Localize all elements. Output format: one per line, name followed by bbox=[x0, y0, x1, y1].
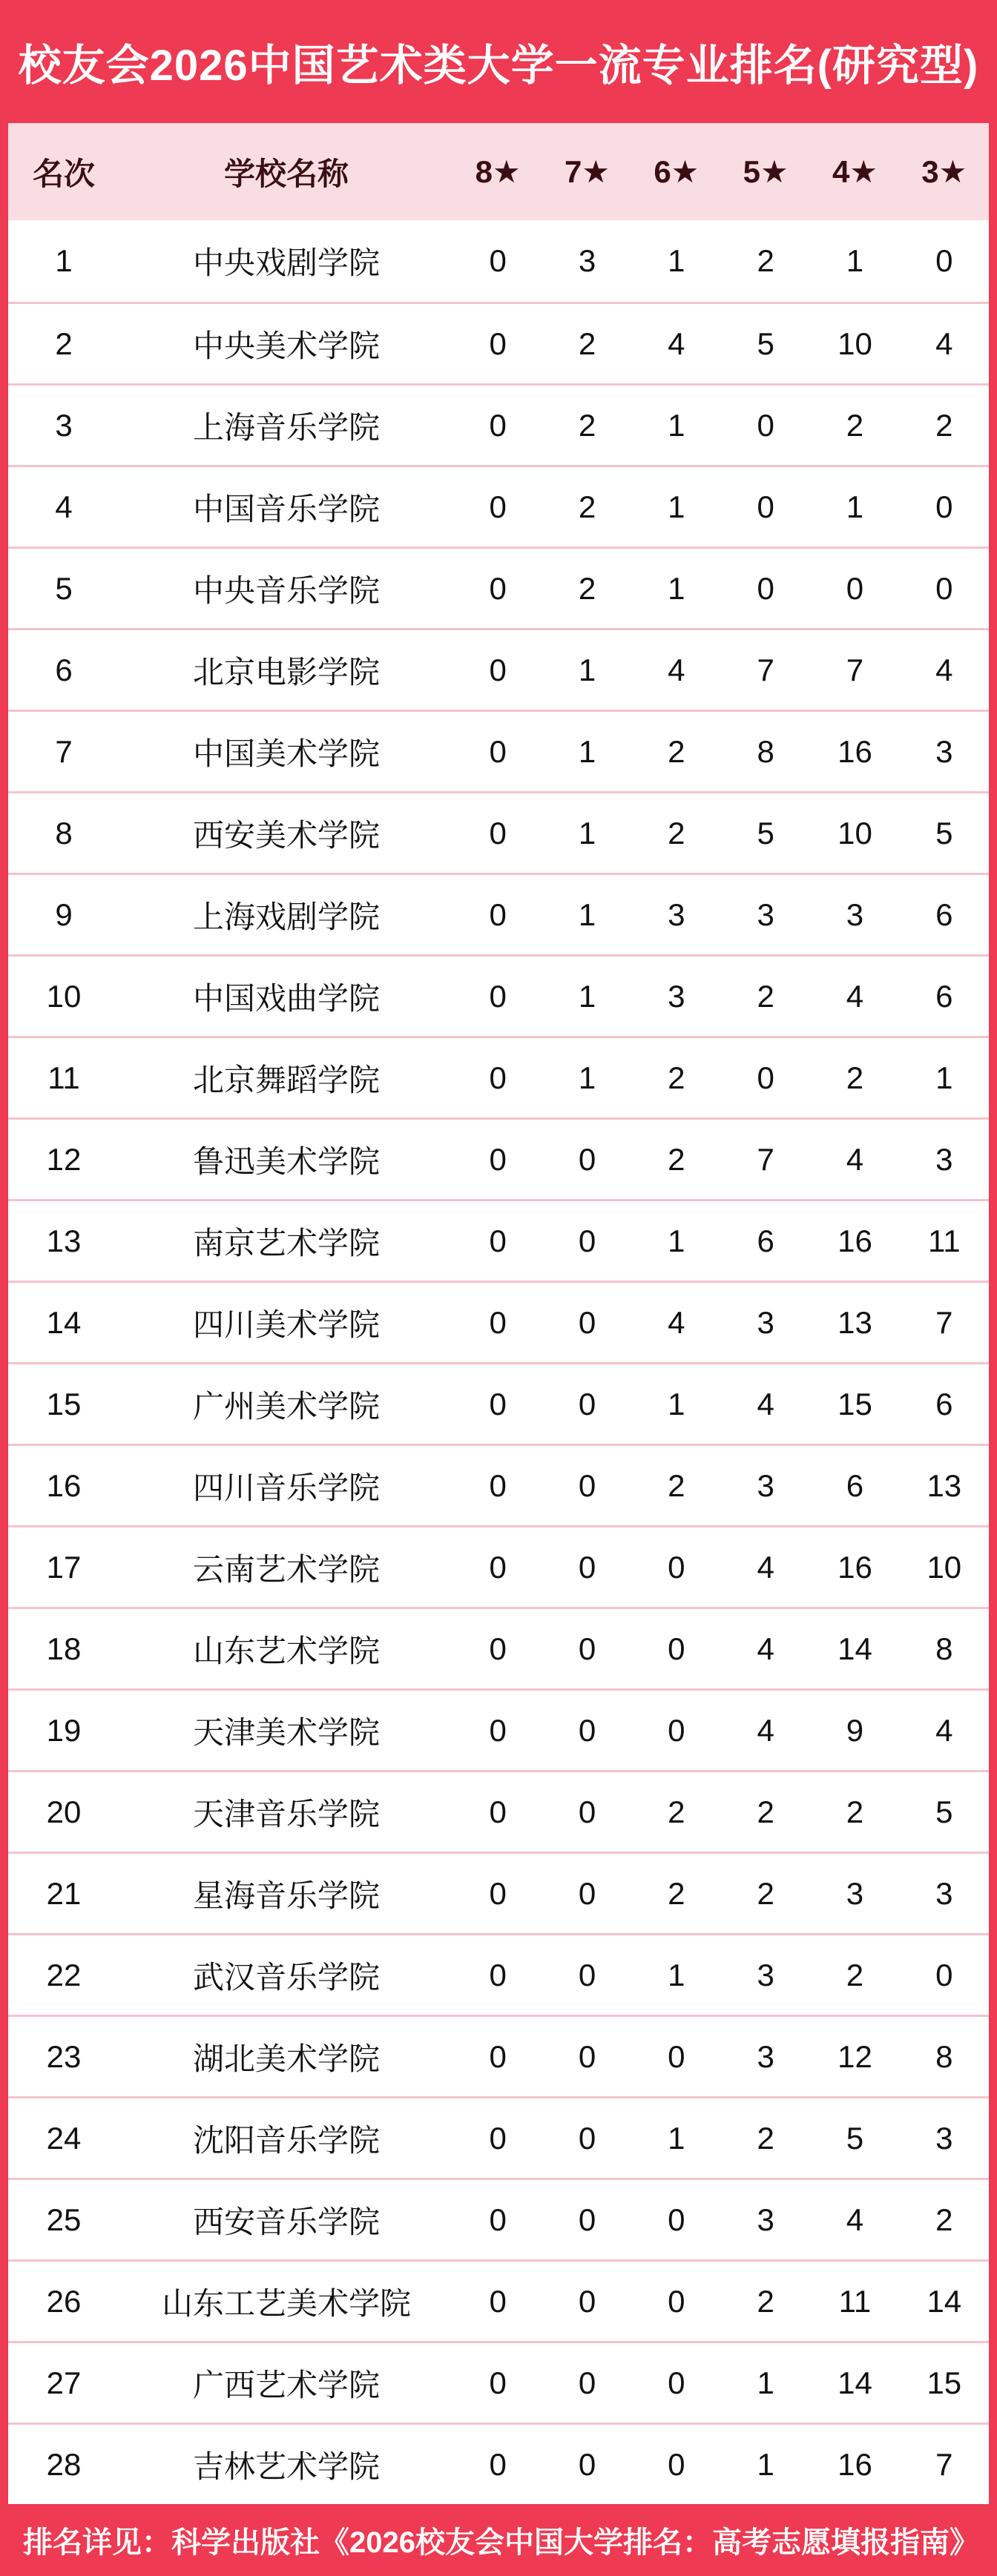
star-count-cell: 3 bbox=[935, 1141, 953, 1177]
star-count-cell: 6 bbox=[935, 1386, 953, 1421]
table-row bbox=[8, 1199, 989, 1281]
star-count-cell: 5 bbox=[935, 815, 953, 851]
school-cell: 沈阳音乐学院 bbox=[192, 2122, 380, 2158]
star-count-cell: 2 bbox=[757, 1875, 774, 1911]
star-count-cell: 0 bbox=[489, 978, 507, 1014]
star-count-cell: 6 bbox=[935, 896, 953, 932]
star-count-cell: 1 bbox=[578, 978, 596, 1014]
star-count-cell: 0 bbox=[935, 243, 953, 278]
star-count-cell: 3 bbox=[757, 896, 774, 932]
star-count-cell: 2 bbox=[668, 1875, 685, 1911]
star-count-cell: 0 bbox=[578, 1304, 596, 1340]
star-count-cell: 4 bbox=[846, 2202, 864, 2237]
star-count-cell: 1 bbox=[668, 1386, 685, 1421]
star-count-cell: 0 bbox=[578, 2446, 596, 2482]
school-cell: 四川美术学院 bbox=[192, 1307, 380, 1342]
star-count-cell: 0 bbox=[668, 2038, 685, 2074]
school-cell: 天津美术学院 bbox=[192, 1714, 380, 1750]
star-count-cell: 0 bbox=[489, 407, 507, 443]
star-count-cell: 0 bbox=[757, 570, 774, 606]
school-cell: 山东艺术学院 bbox=[192, 1633, 380, 1668]
star-count-cell: 2 bbox=[578, 570, 596, 606]
school-cell: 中央美术学院 bbox=[192, 328, 380, 363]
star-count-cell: 0 bbox=[489, 1304, 507, 1340]
table-row bbox=[8, 1036, 989, 1117]
school-cell: 云南艺术学院 bbox=[192, 1551, 380, 1587]
star-count-cell: 16 bbox=[838, 1549, 872, 1585]
star-count-cell: 3 bbox=[757, 1957, 774, 1992]
rank-cell: 7 bbox=[55, 733, 73, 769]
star-count-cell: 0 bbox=[578, 1794, 596, 1829]
star-count-cell: 0 bbox=[489, 1467, 507, 1503]
star-count-cell: 0 bbox=[489, 815, 507, 851]
star-count-cell: 3 bbox=[935, 733, 953, 769]
rank-cell: 20 bbox=[46, 1794, 82, 1829]
rank-cell: 4 bbox=[55, 489, 73, 524]
rank-cell: 16 bbox=[46, 1467, 82, 1503]
header-rank: 名次 bbox=[32, 156, 95, 191]
star-count-cell: 0 bbox=[668, 1712, 685, 1748]
school-cell: 湖北美术学院 bbox=[192, 2041, 380, 2076]
star-count-cell: 0 bbox=[489, 1386, 507, 1421]
footer-note: 排名详见：科学出版社《2026校友会中国大学排名：高考志愿填报指南》 bbox=[23, 2526, 979, 2559]
star-count-cell: 0 bbox=[489, 1631, 507, 1666]
star-count-cell: 1 bbox=[578, 896, 596, 932]
rank-cell: 27 bbox=[46, 2365, 82, 2400]
star-count-cell: 7 bbox=[846, 652, 864, 687]
table-row bbox=[8, 1852, 989, 1933]
star-count-cell: 2 bbox=[846, 1060, 864, 1095]
school-cell: 中央戏剧学院 bbox=[192, 245, 380, 280]
star-count-cell: 5 bbox=[757, 815, 774, 851]
rank-cell: 12 bbox=[46, 1141, 82, 1177]
table-row bbox=[8, 873, 989, 954]
school-cell: 中国戏曲学院 bbox=[192, 980, 380, 1016]
star-count-cell: 2 bbox=[578, 326, 596, 361]
star-count-cell: 4 bbox=[757, 1386, 774, 1421]
star-count-cell: 0 bbox=[578, 2120, 596, 2156]
star-count-cell: 4 bbox=[668, 652, 685, 687]
star-count-cell: 4 bbox=[846, 1141, 864, 1177]
table-row bbox=[8, 2423, 989, 2504]
star-count-cell: 2 bbox=[578, 489, 596, 524]
star-count-cell: 3 bbox=[757, 1467, 774, 1503]
star-count-cell: 0 bbox=[489, 2365, 507, 2400]
table-header bbox=[8, 123, 989, 220]
star-count-cell: 4 bbox=[668, 1304, 685, 1340]
rank-cell: 13 bbox=[46, 1223, 82, 1258]
star-count-cell: 3 bbox=[757, 2202, 774, 2237]
star-count-cell: 8 bbox=[757, 733, 774, 769]
school-cell: 四川音乐学院 bbox=[192, 1470, 380, 1505]
star-count-cell: 3 bbox=[757, 1304, 774, 1340]
school-cell: 西安音乐学院 bbox=[192, 2204, 380, 2239]
rank-cell: 1 bbox=[55, 243, 73, 278]
header-star: 6★ bbox=[654, 154, 700, 189]
star-count-cell: 0 bbox=[578, 2365, 596, 2400]
star-count-cell: 0 bbox=[668, 1549, 685, 1585]
rank-cell: 19 bbox=[46, 1712, 82, 1748]
star-count-cell: 7 bbox=[757, 652, 774, 687]
star-count-cell: 0 bbox=[489, 489, 507, 524]
school-cell: 北京电影学院 bbox=[192, 654, 380, 690]
footer-band bbox=[0, 2504, 997, 2576]
star-count-cell: 0 bbox=[489, 326, 507, 361]
school-cell: 中央音乐学院 bbox=[192, 572, 380, 608]
title-band bbox=[0, 0, 997, 123]
table-row bbox=[8, 1444, 989, 1525]
star-count-cell: 10 bbox=[927, 1549, 962, 1585]
star-count-cell: 0 bbox=[578, 2202, 596, 2237]
star-count-cell: 1 bbox=[935, 1060, 953, 1095]
star-count-cell: 0 bbox=[578, 2283, 596, 2319]
star-count-cell: 10 bbox=[838, 815, 872, 851]
star-count-cell: 6 bbox=[757, 1223, 774, 1258]
star-count-cell: 1 bbox=[757, 2365, 774, 2400]
table-row bbox=[8, 1607, 989, 1688]
school-cell: 南京艺术学院 bbox=[192, 1225, 380, 1261]
star-count-cell: 2 bbox=[757, 243, 774, 278]
star-count-cell: 9 bbox=[846, 1712, 864, 1748]
star-count-cell: 0 bbox=[578, 1631, 596, 1666]
table-row bbox=[8, 383, 989, 465]
star-count-cell: 5 bbox=[846, 2120, 864, 2156]
star-count-cell: 6 bbox=[846, 1467, 864, 1503]
star-count-cell: 13 bbox=[927, 1467, 962, 1503]
rank-cell: 25 bbox=[46, 2202, 82, 2237]
table-body bbox=[8, 220, 989, 2504]
school-cell: 中国音乐学院 bbox=[192, 491, 380, 526]
table-row bbox=[8, 954, 989, 1036]
school-cell: 天津音乐学院 bbox=[192, 1796, 380, 1832]
school-cell: 吉林艺术学院 bbox=[192, 2448, 380, 2484]
star-count-cell: 5 bbox=[757, 326, 774, 361]
star-count-cell: 8 bbox=[935, 2038, 953, 2074]
star-count-cell: 13 bbox=[838, 1304, 872, 1340]
star-count-cell: 0 bbox=[935, 1957, 953, 1992]
star-count-cell: 0 bbox=[489, 1957, 507, 1992]
rank-cell: 21 bbox=[46, 1875, 82, 1911]
table-row bbox=[8, 1688, 989, 1770]
star-count-cell: 14 bbox=[927, 2283, 962, 2319]
header-star: 7★ bbox=[564, 154, 610, 189]
school-cell: 中国美术学院 bbox=[192, 736, 380, 771]
rank-cell: 8 bbox=[55, 815, 73, 851]
star-count-cell: 16 bbox=[838, 733, 872, 769]
star-count-cell: 1 bbox=[578, 1060, 596, 1095]
table-row bbox=[8, 710, 989, 791]
star-count-cell: 0 bbox=[935, 570, 953, 606]
star-count-cell: 2 bbox=[757, 2120, 774, 2156]
star-count-cell: 4 bbox=[846, 978, 864, 1014]
ranking-table bbox=[8, 123, 989, 2504]
star-count-cell: 2 bbox=[668, 1141, 685, 1177]
table-row bbox=[8, 2341, 989, 2423]
star-count-cell: 0 bbox=[489, 896, 507, 932]
star-count-cell: 1 bbox=[578, 652, 596, 687]
star-count-cell: 3 bbox=[935, 1875, 953, 1911]
table-row bbox=[8, 2096, 989, 2178]
star-count-cell: 4 bbox=[757, 1712, 774, 1748]
star-count-cell: 5 bbox=[935, 1794, 953, 1829]
rank-cell: 3 bbox=[55, 407, 73, 443]
star-count-cell: 14 bbox=[838, 2365, 872, 2400]
table-row bbox=[8, 2259, 989, 2341]
star-count-cell: 0 bbox=[757, 489, 774, 524]
rank-cell: 11 bbox=[47, 1060, 80, 1095]
rank-cell: 5 bbox=[55, 570, 73, 606]
star-count-cell: 2 bbox=[757, 2283, 774, 2319]
star-count-cell: 2 bbox=[668, 1467, 685, 1503]
star-count-cell: 0 bbox=[489, 652, 507, 687]
star-count-cell: 0 bbox=[578, 1957, 596, 1992]
star-count-cell: 2 bbox=[668, 733, 685, 769]
star-count-cell: 4 bbox=[757, 1549, 774, 1585]
star-count-cell: 0 bbox=[489, 2038, 507, 2074]
star-count-cell: 4 bbox=[935, 652, 953, 687]
star-count-cell: 8 bbox=[935, 1631, 953, 1666]
school-cell: 广州美术学院 bbox=[192, 1388, 380, 1424]
rank-cell: 22 bbox=[46, 1957, 82, 1992]
star-count-cell: 1 bbox=[846, 489, 864, 524]
table-row bbox=[8, 1362, 989, 1444]
star-count-cell: 0 bbox=[489, 243, 507, 278]
star-count-cell: 0 bbox=[668, 2365, 685, 2400]
star-count-cell: 0 bbox=[757, 1060, 774, 1095]
rank-cell: 28 bbox=[46, 2446, 82, 2482]
star-count-cell: 0 bbox=[578, 1141, 596, 1177]
header-star: 3★ bbox=[921, 154, 967, 189]
rank-cell: 15 bbox=[46, 1386, 82, 1421]
star-count-cell: 0 bbox=[489, 1794, 507, 1829]
rank-cell: 14 bbox=[46, 1304, 82, 1340]
star-count-cell: 1 bbox=[846, 243, 864, 278]
rank-cell: 6 bbox=[55, 652, 73, 687]
star-count-cell: 0 bbox=[846, 570, 864, 606]
star-count-cell: 0 bbox=[935, 489, 953, 524]
star-count-cell: 3 bbox=[668, 896, 685, 932]
school-cell: 山东工艺美术学院 bbox=[161, 2285, 411, 2321]
table-row bbox=[8, 1525, 989, 1607]
star-count-cell: 3 bbox=[846, 896, 864, 932]
header-star: 8★ bbox=[475, 154, 521, 189]
star-count-cell: 0 bbox=[668, 2283, 685, 2319]
star-count-cell: 2 bbox=[668, 1794, 685, 1829]
rank-cell: 17 bbox=[46, 1549, 82, 1585]
star-count-cell: 0 bbox=[578, 1223, 596, 1258]
star-count-cell: 2 bbox=[935, 2202, 953, 2237]
star-count-cell: 1 bbox=[668, 1223, 685, 1258]
star-count-cell: 1 bbox=[578, 815, 596, 851]
school-cell: 武汉音乐学院 bbox=[192, 1959, 380, 1995]
star-count-cell: 14 bbox=[838, 1631, 872, 1666]
star-count-cell: 4 bbox=[668, 326, 685, 361]
table-row bbox=[8, 546, 989, 628]
school-cell: 广西艺术学院 bbox=[192, 2367, 380, 2402]
star-count-cell: 1 bbox=[668, 1957, 685, 1992]
school-cell: 西安美术学院 bbox=[192, 817, 380, 853]
page-title: 校友会2026中国艺术类大学一流专业排名(研究型) bbox=[18, 42, 979, 90]
rank-cell: 23 bbox=[46, 2038, 82, 2074]
table-row bbox=[8, 1281, 989, 1362]
header-star: 5★ bbox=[743, 154, 789, 189]
table-row bbox=[8, 1117, 989, 1199]
table-row bbox=[8, 302, 989, 383]
star-count-cell: 3 bbox=[757, 2038, 774, 2074]
star-count-cell: 3 bbox=[668, 978, 685, 1014]
star-count-cell: 1 bbox=[668, 2120, 685, 2156]
school-cell: 鲁迅美术学院 bbox=[192, 1143, 380, 1179]
rank-cell: 10 bbox=[46, 978, 82, 1014]
star-count-cell: 0 bbox=[757, 407, 774, 443]
star-count-cell: 1 bbox=[668, 489, 685, 524]
star-count-cell: 2 bbox=[846, 1957, 864, 1992]
star-count-cell: 0 bbox=[668, 2446, 685, 2482]
school-cell: 上海戏剧学院 bbox=[192, 899, 380, 934]
rank-cell: 26 bbox=[46, 2283, 82, 2319]
star-count-cell: 0 bbox=[578, 1549, 596, 1585]
star-count-cell: 3 bbox=[935, 2120, 953, 2156]
star-count-cell: 0 bbox=[668, 2202, 685, 2237]
star-count-cell: 0 bbox=[489, 2283, 507, 2319]
star-count-cell: 0 bbox=[489, 570, 507, 606]
table-row bbox=[8, 220, 989, 302]
star-count-cell: 1 bbox=[578, 733, 596, 769]
star-count-cell: 15 bbox=[838, 1386, 872, 1421]
star-count-cell: 0 bbox=[489, 1223, 507, 1258]
school-cell: 上海音乐学院 bbox=[192, 409, 380, 445]
star-count-cell: 0 bbox=[578, 1712, 596, 1748]
star-count-cell: 4 bbox=[935, 1712, 953, 1748]
star-count-cell: 0 bbox=[578, 2038, 596, 2074]
star-count-cell: 7 bbox=[757, 1141, 774, 1177]
star-count-cell: 11 bbox=[838, 2283, 872, 2319]
star-count-cell: 7 bbox=[935, 1304, 953, 1340]
table-row bbox=[8, 1770, 989, 1852]
star-count-cell: 7 bbox=[935, 2446, 953, 2482]
star-count-cell: 0 bbox=[489, 1712, 507, 1748]
star-count-cell: 2 bbox=[846, 407, 864, 443]
table-row bbox=[8, 2015, 989, 2096]
star-count-cell: 16 bbox=[838, 1223, 872, 1258]
star-count-cell: 2 bbox=[757, 1794, 774, 1829]
star-count-cell: 3 bbox=[578, 243, 596, 278]
star-count-cell: 0 bbox=[489, 2120, 507, 2156]
star-count-cell: 0 bbox=[668, 1631, 685, 1666]
star-count-cell: 0 bbox=[578, 1386, 596, 1421]
rank-cell: 18 bbox=[46, 1631, 82, 1666]
star-count-cell: 2 bbox=[757, 978, 774, 1014]
table-row bbox=[8, 2178, 989, 2259]
table-row bbox=[8, 1933, 989, 2015]
table-row bbox=[8, 465, 989, 546]
star-count-cell: 0 bbox=[489, 733, 507, 769]
rank-cell: 2 bbox=[55, 326, 73, 361]
star-count-cell: 0 bbox=[578, 1875, 596, 1911]
star-count-cell: 2 bbox=[668, 815, 685, 851]
school-cell: 星海音乐学院 bbox=[192, 1877, 380, 1913]
star-count-cell: 12 bbox=[838, 2038, 872, 2074]
star-count-cell: 4 bbox=[757, 1631, 774, 1666]
star-count-cell: 2 bbox=[668, 1060, 685, 1095]
star-count-cell: 2 bbox=[846, 1794, 864, 1829]
star-count-cell: 0 bbox=[489, 1060, 507, 1095]
star-count-cell: 1 bbox=[668, 243, 685, 278]
star-count-cell: 6 bbox=[935, 978, 953, 1014]
rank-cell: 9 bbox=[55, 896, 73, 932]
star-count-cell: 0 bbox=[489, 2446, 507, 2482]
star-count-cell: 0 bbox=[489, 1875, 507, 1911]
school-cell: 北京舞蹈学院 bbox=[192, 1062, 380, 1097]
rank-cell: 24 bbox=[46, 2120, 82, 2156]
table-row bbox=[8, 791, 989, 873]
star-count-cell: 2 bbox=[935, 407, 953, 443]
star-count-cell: 1 bbox=[668, 407, 685, 443]
star-count-cell: 0 bbox=[489, 1549, 507, 1585]
star-count-cell: 0 bbox=[578, 1467, 596, 1503]
header-star: 4★ bbox=[832, 154, 878, 189]
star-count-cell: 0 bbox=[489, 2202, 507, 2237]
star-count-cell: 16 bbox=[838, 2446, 872, 2482]
star-count-cell: 0 bbox=[489, 1141, 507, 1177]
table-row bbox=[8, 628, 989, 710]
star-count-cell: 3 bbox=[846, 1875, 864, 1911]
header-school: 学校名称 bbox=[223, 156, 349, 191]
star-count-cell: 1 bbox=[757, 2446, 774, 2482]
star-count-cell: 2 bbox=[578, 407, 596, 443]
star-count-cell: 4 bbox=[935, 326, 953, 361]
star-count-cell: 1 bbox=[668, 570, 685, 606]
star-count-cell: 11 bbox=[928, 1223, 961, 1258]
star-count-cell: 15 bbox=[927, 2365, 962, 2400]
star-count-cell: 10 bbox=[838, 326, 872, 361]
